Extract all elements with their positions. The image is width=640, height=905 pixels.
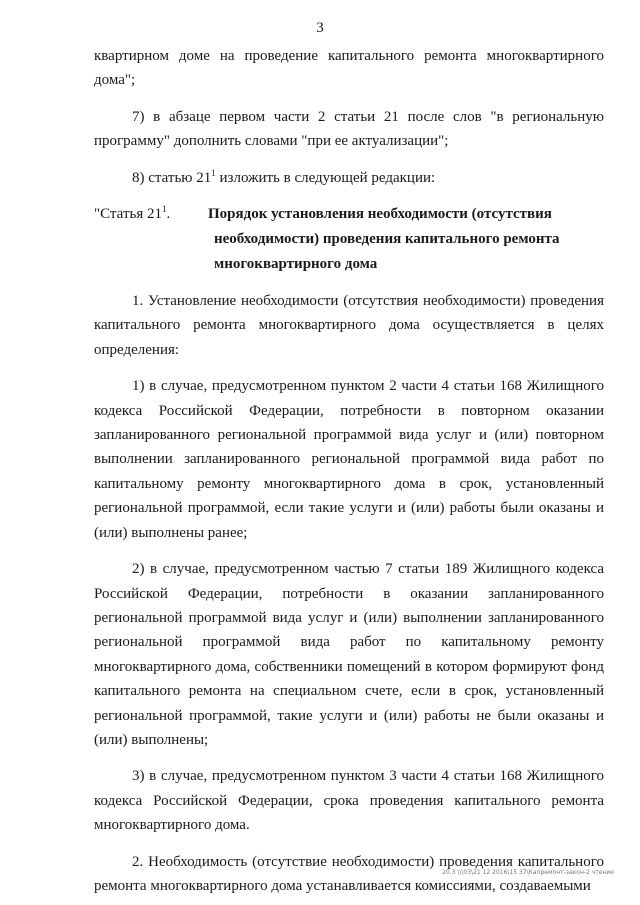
item-8-text: 8) статью 21 [132, 169, 212, 186]
paragraph-continuation: квартирном доме на проведение капитального ремонта многоквартирного дома"; [94, 48, 604, 89]
article-title: Порядок установления необходимости (отсутствия необходимости) проведения капитального ремонта многоквартирного дома [208, 206, 560, 273]
paragraph-point-1: 1. Установление необходимости (отсутствия необходимости) проведения капитального ремонта многоквартирного дома осуществляется в целях определения: [94, 293, 604, 358]
article-label-superscript: 1 [161, 204, 167, 215]
article-label-dot: . [166, 206, 171, 223]
document-body [94, 44, 604, 898]
item-8-superscript: 1 [211, 167, 216, 178]
paragraph-subpoint-1: 1) в случае, предусмотренном пунктом 2 части 4 статьи 168 Жилищного кодекса Российской Федерации, потребности в повторном оказании запланированного региональной программой вида услуг и (или) повторном выполнении запланированного региональной программой вида работ по капитальному ремонту многоквартирного дома в срок, установленный региональной программой, если такие услуги и (или) работы были оказаны и (или) выполнены ранее; [94, 378, 604, 541]
item-8-text-end: изложить в следующей редакции: [215, 169, 436, 186]
paragraph-item-8 [94, 166, 604, 190]
article-label-text: "Статья 21 [94, 206, 162, 223]
paragraph-subpoint-2: 2) в случае, предусмотренном частью 7 статьи 189 Жилищного кодекса Российской Федерации, потребности в оказании запланированного региональной программой вида услуг и (или) выполнении запланированного региональной программой вида работ по капитальному ремонту многоквартирного дома, собственники помещений в котором формируют фонд капитального ремонта на специальном счете, если в срок, установленный региональной программой, такие услуги и (или) работы не были оказаны и (или) выполнены; [94, 561, 604, 748]
paragraph-point-2: 2. Необходимость (отсутствие необходимости) проведения капитального ремонта многоквартирного дома устанавливается комиссиями, создаваемыми [94, 853, 604, 894]
article-heading [94, 202, 604, 277]
footer-file-path: 20.3 \\\03\21 12 2016\15 37\Капремонт-закон-2 чтение [442, 869, 614, 876]
paragraph-item-7: 7) в абзаце первом части 2 статьи 21 после слов "в региональную программу" дополнить словами "при ее актуализации"; [94, 108, 604, 150]
page-number: 3 [316, 20, 324, 36]
paragraph-subpoint-3: 3) в случае, предусмотренном пунктом 3 части 4 статьи 168 Жилищного кодекса Российской Федерации, срока проведения капитального ремонта многоквартирного дома. [94, 768, 604, 834]
article-label [94, 202, 208, 227]
